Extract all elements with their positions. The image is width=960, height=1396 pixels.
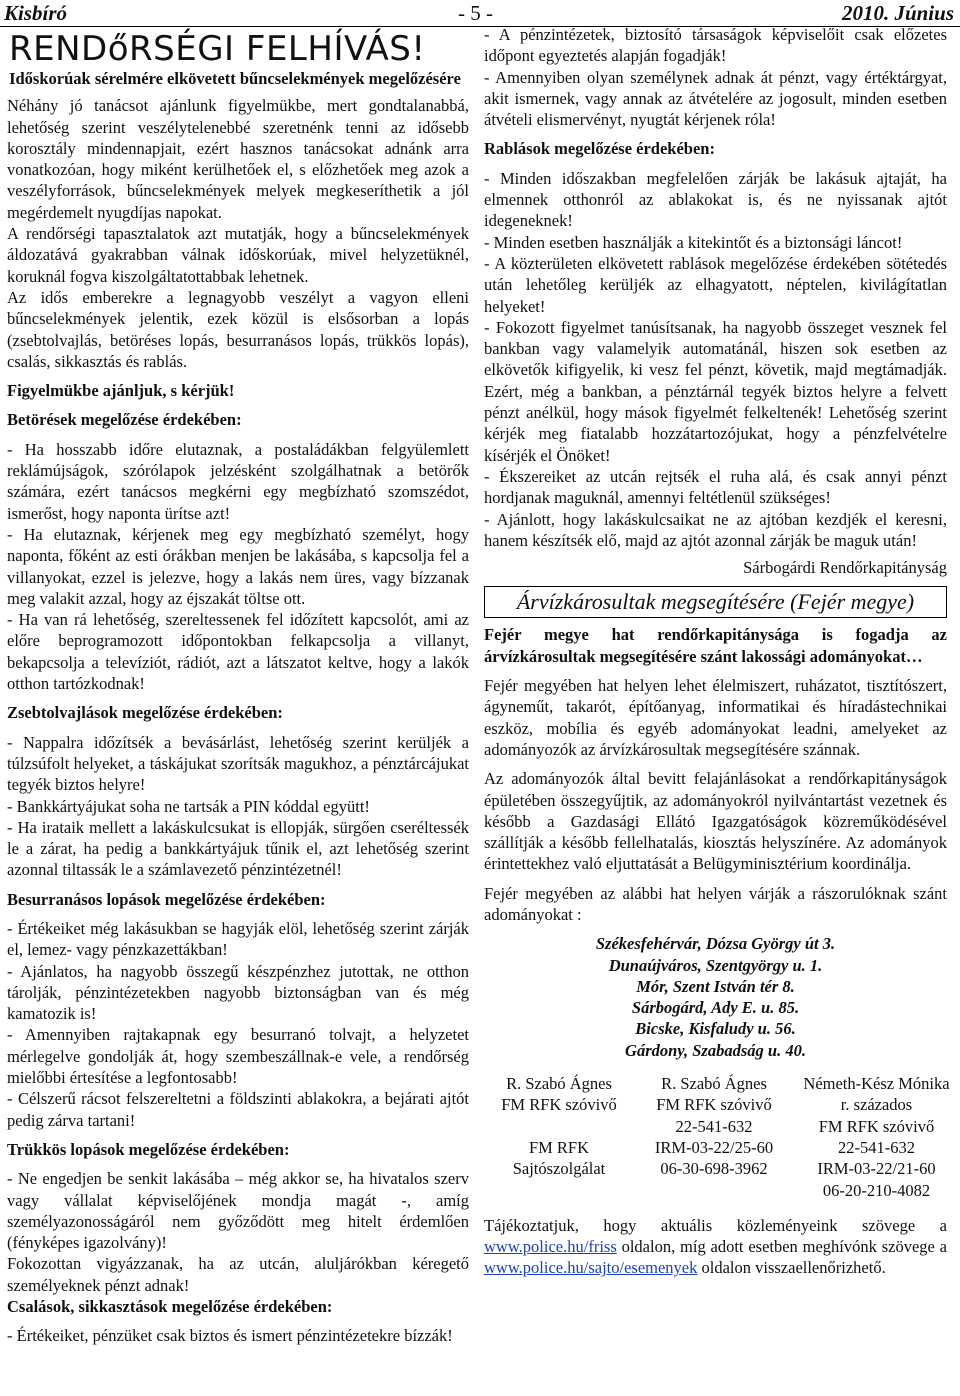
section-heading-besurranas: Besurranásos lopások megelőzése érdekében: [7, 889, 326, 909]
contact-line: R. Szabó Ágnes [661, 1074, 767, 1094]
section-heading-trukk: Trükkös lopások megelőzése érdekében: [7, 1139, 290, 1159]
article-title: RENDőRSÉGI FELHÍVÁS! [9, 29, 426, 69]
tip-item: - Ajánlott, hogy lakáskulcsaikat ne az ajtóban kezdjék el keresni, hanem készítsék elő, majd az ajtót azonnal zárják be maguk után! [484, 509, 947, 550]
contact-line: 22-541-632 [838, 1137, 915, 1157]
intro-paragraph: A rendőrségi tapasztalatok azt mutatják, hogy a bűncselekmények áldozatává gyakrabban válnak időskorúak, mivel helyzetüknél, koruknál fogva kiszolgáltatottabbak lehetnek. [7, 224, 469, 286]
tip-item: - A pénzintézetek, biztosító társaságok képviselőit csak előzetes időpont egyeztetés alapján fogadják! [484, 25, 947, 66]
flood-aid-lead: Fejér megye hat rendőrkapitánysága is fogadja az árvízkárosultak megsegítésére szánt lakossági adományokat… [484, 625, 947, 666]
contact-column-3 [794, 1073, 959, 1201]
flood-aid-title: Árvízkárosultak megsegítésére (Fejér megye) [484, 586, 947, 618]
contact-line: Németh-Kész Mónika [803, 1074, 950, 1094]
tip-item: - Ékszereiket az utcán rejtsék el ruha alá, és csak annyi pénzt hordjanak maguknál, amennyi feltétlenül szükséges! [484, 466, 947, 508]
section-heading-rablas: Rablások megelőzése érdekében: [484, 139, 715, 159]
info-text: oldalon, míg adott esetben meghívónk szövege a [621, 1237, 947, 1257]
tip-item: - Ha hosszabb időre elutaznak, a postaládákban felgyülemlett reklámújságok, szórólapok jelzésként szolgálhatnak a betörők számára, ezért tanácsos megkérni egy megbízható szomszédot, ismerőst, hogy naponta ürítse azt! [7, 439, 469, 523]
page-number: - 5 - [458, 1, 493, 25]
page-header [0, 0, 960, 27]
tip-item: - Bankkártyájukat soha ne tartsák a PIN kóddal együtt! [7, 796, 370, 816]
contact-line: R. Szabó Ágnes [506, 1074, 612, 1094]
intro-paragraph: Néhány jó tanácsot ajánlunk figyelmükbe, mert gondtalanabbá, lehetőség szerint veszélytelenebbé szeretnénk tenni az idősebb korosztály mindennapjait, ezért hasznos tanácsokat adnánk arra vonatkozóan, hogy miként kerülhetőek el, s előzhetőek meg azok a veszélyforrások, bűncselekmények melyek megkeseríthetik a jól megérdemelt nyugdíjas napokat. [7, 96, 469, 222]
contact-line: Sajtószolgálat [512, 1159, 606, 1179]
tip-item: - Ha irataik mellett a lakáskulcsukat is ellopják, sürgően cseréltessék le a zárat, ha pedig a bankkártyájuk tűnik el, azt lehetőség szerint azonnal tiltassák le a számlavezető pénzintézetnél! [7, 817, 469, 880]
contact-line: IRM-03-22/21-60 [817, 1159, 936, 1179]
tip-item: - Értékeiket még lakásukban se hagyják elöl, lehetőség szerint zárják el, lemez- vagy pénzkazettákban! [7, 918, 469, 960]
intro-paragraph: Az idős emberekre a legnagyobb veszélyt a vagyon elleni bűncselekmények jelentik, ezek közül is elsősorban a lopás (zsebtolvajlás, betöréses lopás, besurranásos lopás, trükkös lopás), csalás, sikkasztás és rablás. [7, 287, 469, 371]
issue-date: 2010. Június [841, 1, 954, 25]
left-column [7, 30, 469, 1347]
contact-line: FM RFK szóvivő [656, 1095, 772, 1115]
tip-item: - Minden esetben használják a kitekintőt és a biztonsági láncot! [484, 232, 903, 252]
tip-item: - Nappalra időzítsék a bevásárlást, lehetőség szerint kerüljék a túlzsúfolt helyeket, a táskájukat szorítsák magukhoz, a pénztárcájukat tegyék biztos helyre! [7, 732, 469, 795]
tip-item: Fokozottan vigyázzanak, ha az utcán, aluljárókban kéregető személyeknek pénzt adnak! [7, 1254, 469, 1295]
tip-item: - Fokozott figyelmet tanúsítsanak, ha nagyobb összeget vesznek fel bankban vagy valamelyik automatánál, hiszen sok esetben az elkövetők kifigyelik, ki vesz fel pénzt, követik, majd megtámadják. Ezért, még a bankban, a pénztárnál tegyék biztos helyre a felvett pénzt anélkül, hogy mások figyelmét felkeltenék! Lehetőség szerint kérjék meg fiatalabb hozzátartozójukat, hogy a pénzfelvételre kísérjék el Önöket! [484, 317, 947, 465]
contact-line: 06-30-698-3962 [660, 1159, 768, 1179]
info-text: oldalon visszaellenőrizhető. [701, 1258, 886, 1278]
info-text: Tájékoztatjuk, hogy aktuális közleményeink szövege a [484, 1215, 947, 1235]
section-heading-csalas: Csalások, sikkasztások megelőzése érdekében: [7, 1297, 333, 1317]
contact-grid [484, 1073, 950, 1201]
contact-line: IRM-03-22/25-60 [654, 1137, 774, 1157]
tip-item: - Célszerű rácsot felszereltetni a földszinti ablakokra, a bejárati ajtót pedig zárva tartani! [7, 1089, 469, 1130]
tip-item: - Ajánlatos, ha nagyobb összegű készpénzhez jutottak, ne otthon tárolják, pénzintézetekben nagyobb biztonságban van és még kamatozik is! [7, 961, 469, 1024]
contact-line [484, 1116, 634, 1137]
address-item: Bicske, Kisfaludy u. 56. [635, 1019, 796, 1039]
article-signature: Sárbogárdi Rendőrkapitányság [743, 558, 947, 578]
address-item: Székesfehérvár, Dózsa György út 3. [595, 934, 836, 954]
tip-item: - Minden időszakban megfelelően zárják be lakásuk ajtaját, ha elmennek otthonról az ablakokat is, és ne nyissanak ajtót idegeneknek! [484, 168, 947, 231]
contact-column-1 [484, 1073, 634, 1201]
address-item: Gárdony, Szabadság u. 40. [625, 1040, 806, 1060]
police-sajto-link[interactable]: www.police.hu/sajto/esemenyek [484, 1258, 698, 1278]
address-item: Mór, Szent István tér 8. [636, 976, 795, 996]
contact-line: FM RFK [528, 1137, 590, 1157]
police-friss-link[interactable]: www.police.hu/friss [484, 1237, 617, 1257]
tip-item: - Ha elutaznak, kérjenek meg egy megbízható személyt, hogy naponta, főként az esti órákban menjen be lakásába, s kapcsolja fel a villanyokat, ezzel is jelezve, hogy a lakás nem üres, vagy bízzanak meg valakit azzal, hogy az éjszakát töltse ott. [7, 524, 469, 608]
tip-item: - Amennyiben olyan személynek adnak át pénzt, vagy értéktárgyat, akit ismernek, vagy annak az átvételére az jogosult, minden esetben átvételi elismervényt, nyugtát kérjenek róla! [484, 67, 947, 130]
address-list [484, 933, 947, 1061]
address-item: Sárbogárd, Ady E. u. 85. [631, 998, 800, 1018]
tip-item: - Ha van rá lehetőség, szereltessenek fel időzített kapcsolót, ami az előre beprogramozott időpontokban felkapcsolja a villanyt, bekapcsolja a televíziót, rádiót, azt a látszatot keltve, hogy a lakók otthon tartózkodnak! [7, 610, 469, 694]
attention-heading: Figyelmükbe ajánljuk, s kérjük! [7, 381, 235, 401]
section-heading-betores: Betörések megelőzése érdekében: [7, 410, 242, 430]
publication-name: Kisbíró [4, 1, 68, 25]
tip-item: - Ne engedjen be senkit lakásába – még akkor se, ha hivatalos szerv vagy vállalat képviselőjének mondja magát -, amíg személyazonosságáról nem győződött meg hitelt érdemlően (fényképes igazolvány)! [7, 1169, 469, 1253]
contact-line: FM RFK szóvivő [501, 1095, 617, 1115]
tip-item: - Értékeiket, pénzüket csak biztos és ismert pénzintézetekre bízzák! [7, 1326, 453, 1346]
section-heading-zseb: Zsebtolvajlások megelőzése érdekében: [7, 703, 283, 723]
contact-line: 22-541-632 [675, 1116, 753, 1136]
contact-line: r. százados [840, 1095, 913, 1115]
contact-line: FM RFK szóvivő [818, 1116, 935, 1136]
article-subtitle: Időskorúak sérelmére elkövetett bűncselekmények megelőzésére [9, 69, 461, 88]
flood-aid-paragraph: Fejér megyében az alábbi hat helyen várják a rászorulóknak szánt adományokat : [484, 883, 947, 924]
flood-aid-paragraph: Az adományozók által bevitt felajánlásokat a rendőrkapitányságok épületében összegyűjtik, az adományokról nyilvántartást vezetnek és később a Gazdasági Ellátó Igazgatóságok közreműködésével szállítják a később fellelhatalás, kiosztás helyszínére. Az adományok érintettekhez való eljuttatását a Belügyminisztérium koordinálja. [484, 769, 947, 874]
flood-aid-paragraph: Fejér megyében hat helyen lehet élelmiszert, ruházatot, tisztítószert, ágyneműt, takarót, építőanyag, informatikai és híradástechnikai eszköz, mobília és egyéb adományokat leadni, amelyeket az adományozók az árvízkárosultak megsegítésére szánnak. [484, 676, 947, 759]
contact-column-2 [634, 1073, 794, 1201]
tip-item: - A közterületen elkövetett rablások megelőzése érdekében sötétedés után lehetőleg kerüljék az elhagyatott, néptelen, kivilágítatlan helyeket! [484, 253, 947, 316]
right-column [484, 24, 950, 1279]
tip-item: - Amennyiben rajtakapnak egy besurranó tolvajt, a helyzetet mérlegelve gondolják át, hogy szembeszállnak-e vele, a rendőrség mielőbbi értesítése a legfontosabb! [7, 1025, 469, 1088]
contact-line: 06-20-210-4082 [822, 1180, 931, 1200]
address-item: Dunaújváros, Szentgyörgy u. 1. [608, 955, 823, 975]
info-paragraph [484, 1215, 947, 1279]
